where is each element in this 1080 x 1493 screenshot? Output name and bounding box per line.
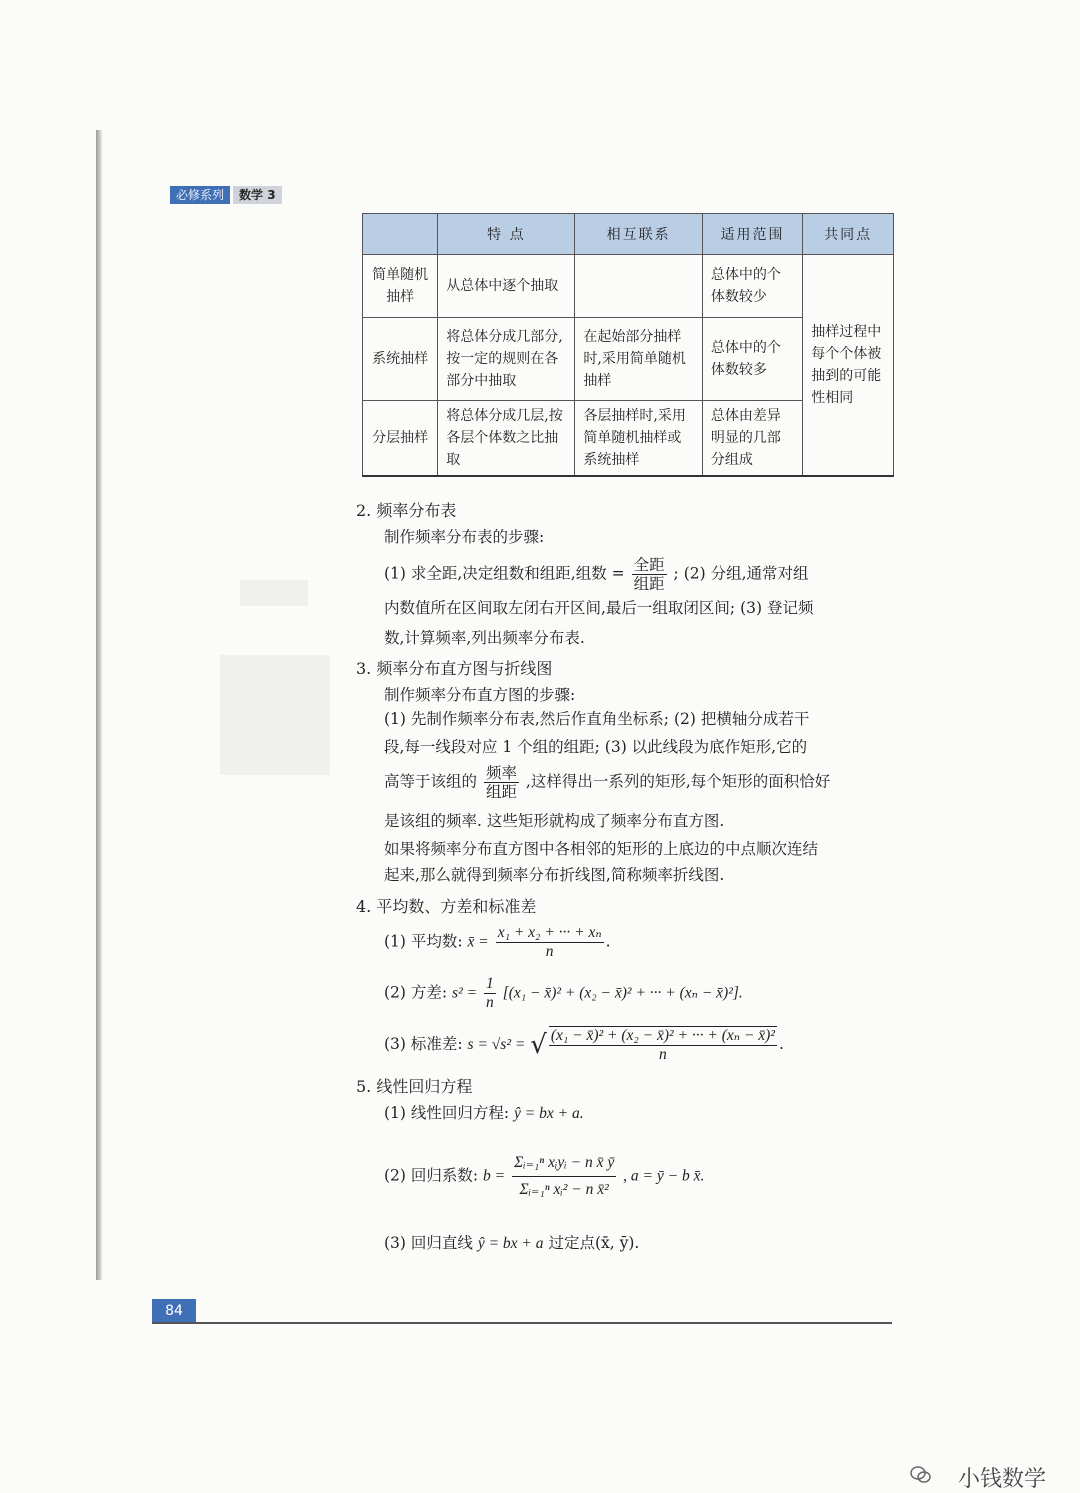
paragraph-line: 如果将频率分布直方图中各相邻的矩形的上底边的中点顺次连结 [384, 840, 819, 858]
book-label: 数学 3 [233, 186, 282, 204]
page-number: 84 [152, 1299, 196, 1323]
formula: ŷ = bx + a. [514, 1105, 584, 1122]
paragraph-line: 制作频率分布直方图的步骤: [384, 686, 576, 704]
formula-label: (2) 回归系数: [384, 1166, 479, 1185]
formula-lhs: x̄ = [467, 933, 489, 951]
fraction-denominator: n [486, 994, 494, 1011]
page-edge-shadow [96, 130, 102, 1280]
row-scope: 总体中的个体数较少 [702, 255, 802, 318]
text-run: 过定点(x̄, ȳ). [548, 1234, 640, 1252]
text-run: 高等于该组的 [384, 772, 478, 791]
row-relation: 各层抽样时,采用简单随机抽样或系统抽样 [575, 401, 702, 477]
paragraph-line: 内数值所在区间取左闭右开区间,最后一组取闭区间; (3) 登记频 [384, 599, 814, 617]
row-name: 简单随机抽样 [363, 255, 438, 318]
paragraph-line: 数,计算频率,列出频率分布表. [384, 629, 585, 647]
formula-line [384, 975, 743, 1012]
row-feature: 从总体中逐个抽取 [438, 255, 575, 318]
formula-label: (3) 标准差: [384, 1035, 463, 1053]
row-feature: 将总体分成几层,按各层个体数之比抽取 [438, 401, 575, 477]
formula-rhs: [(x₁ − x̄)² + (x₂ − x̄)² + ··· + (xₙ − x̄)²]. [502, 984, 743, 1002]
table-header-cell: 共同点 [803, 214, 894, 255]
series-label: 必修系列 [170, 186, 230, 204]
sqrt-sign-icon: √ [530, 1030, 547, 1060]
page-header [170, 186, 282, 204]
formula-lhs: s² = [452, 984, 478, 1002]
fraction-denominator: 组距 [485, 783, 517, 801]
paragraph-line: 是该组的频率. 这些矩形就构成了频率分布直方图. [384, 812, 725, 830]
formula-line [384, 556, 809, 593]
wechat-icon [910, 1466, 932, 1484]
formula-line: (1) 平均数: x̄ = $\frac{\text{x₁ + x₂ + ··· + xₙ}}{n}$ . [384, 924, 611, 960]
formula-label: (3) 回归直线 [384, 1234, 473, 1252]
formula-label: (1) 平均数: [384, 932, 463, 951]
formula-lhs: s = √s² = [467, 1036, 526, 1053]
section-title: 5. 线性回归方程 [356, 1077, 473, 1096]
formula-line [384, 1232, 639, 1255]
formula-lhs: b = [483, 1167, 506, 1185]
fraction-numerator: x₁ + x₂ + ··· + xₙ [497, 924, 602, 941]
fraction-denominator: 组距 [633, 575, 665, 593]
bleed-through-mark [220, 655, 330, 775]
fraction [549, 1026, 777, 1064]
formula-line [384, 764, 830, 801]
row-name: 分层抽样 [363, 401, 438, 477]
table-header-cell: 特 点 [438, 214, 575, 255]
formula: ŷ = bx + a [477, 1235, 544, 1252]
row-relation: 在起始部分抽样时,采用简单随机抽样 [575, 318, 702, 401]
fraction-numerator: (x₁ − x̄)² + (x₂ − x̄)² + ··· + (xₙ − x̄)² [550, 1027, 775, 1044]
table-header-cell [363, 214, 438, 255]
text-run: (1) 求全距,决定组数和组距,组数 = [384, 564, 625, 583]
fraction-numerator: Σᵢ₌₁ⁿ xᵢyᵢ − n x̄ ȳ [512, 1150, 616, 1177]
fraction-denominator: Σᵢ₌₁ⁿ xᵢ² − n x̄² [519, 1181, 609, 1198]
bleed-through-mark [240, 580, 308, 606]
fraction-denominator: n [545, 943, 554, 960]
fraction-numerator: 频率 [485, 764, 517, 782]
fraction-numerator: 全距 [633, 556, 665, 574]
fraction [512, 1150, 616, 1203]
table-header-cell: 适用范围 [702, 214, 802, 255]
fraction-numerator: 1 [486, 975, 494, 992]
text-run: ,这样得出一系列的矩形,每个矩形的面积恰好 [525, 772, 831, 791]
fraction [484, 764, 519, 801]
fraction [484, 975, 496, 1012]
row-relation [575, 255, 702, 318]
table-row [363, 255, 894, 318]
section-title: 2. 频率分布表 [356, 501, 457, 520]
section-title: 3. 频率分布直方图与折线图 [356, 659, 553, 678]
section-title: 4. 平均数、方差和标准差 [356, 897, 537, 916]
row-name: 系统抽样 [363, 318, 438, 401]
formula-line: (3) 标准差: s = √s² = √ $\frac{\text{(x₁ − x̄)² + (x₂ − x̄)² + ··· + (xₙ − x̄)²}}{n}$ . [384, 1027, 784, 1063]
fraction [496, 924, 604, 961]
watermark: 小钱数学 [957, 1467, 1046, 1492]
formula-rhs: , a = ȳ − b x̄. [623, 1167, 705, 1185]
paragraph-line: 制作频率分布表的步骤: [384, 528, 545, 546]
formula-label: (2) 方差: [384, 983, 448, 1002]
row-feature: 将总体分成几部分,按一定的规则在各部分中抽取 [438, 318, 575, 401]
fraction [632, 556, 667, 593]
paragraph-line: 段,每一线段对应 1 个组的组距; (3) 以此线段为底作矩形,它的 [384, 738, 808, 756]
row-scope: 总体由差异明显的几部分组成 [702, 401, 802, 477]
common-point: 抽样过程中每个个体被抽到的可能性相同 [803, 255, 894, 477]
paragraph-line: 起来,那么就得到频率分布折线图,简称频率折线图. [384, 866, 725, 884]
table-header-cell: 相互联系 [575, 214, 702, 255]
footer-rule [152, 1322, 892, 1324]
formula-line [384, 1102, 584, 1125]
fraction-denominator: n [659, 1046, 667, 1063]
row-scope: 总体中的个体数较多 [702, 318, 802, 401]
table-header-row [363, 214, 894, 255]
paragraph-line: (1) 先制作频率分布表,然后作直角坐标系; (2) 把横轴分成若干 [384, 710, 810, 728]
text-run: ; (2) 分组,通常对组 [673, 564, 809, 583]
formula-label: (1) 线性回归方程: [384, 1104, 510, 1122]
formula-line [384, 1150, 704, 1203]
sampling-summary-table [362, 213, 894, 477]
